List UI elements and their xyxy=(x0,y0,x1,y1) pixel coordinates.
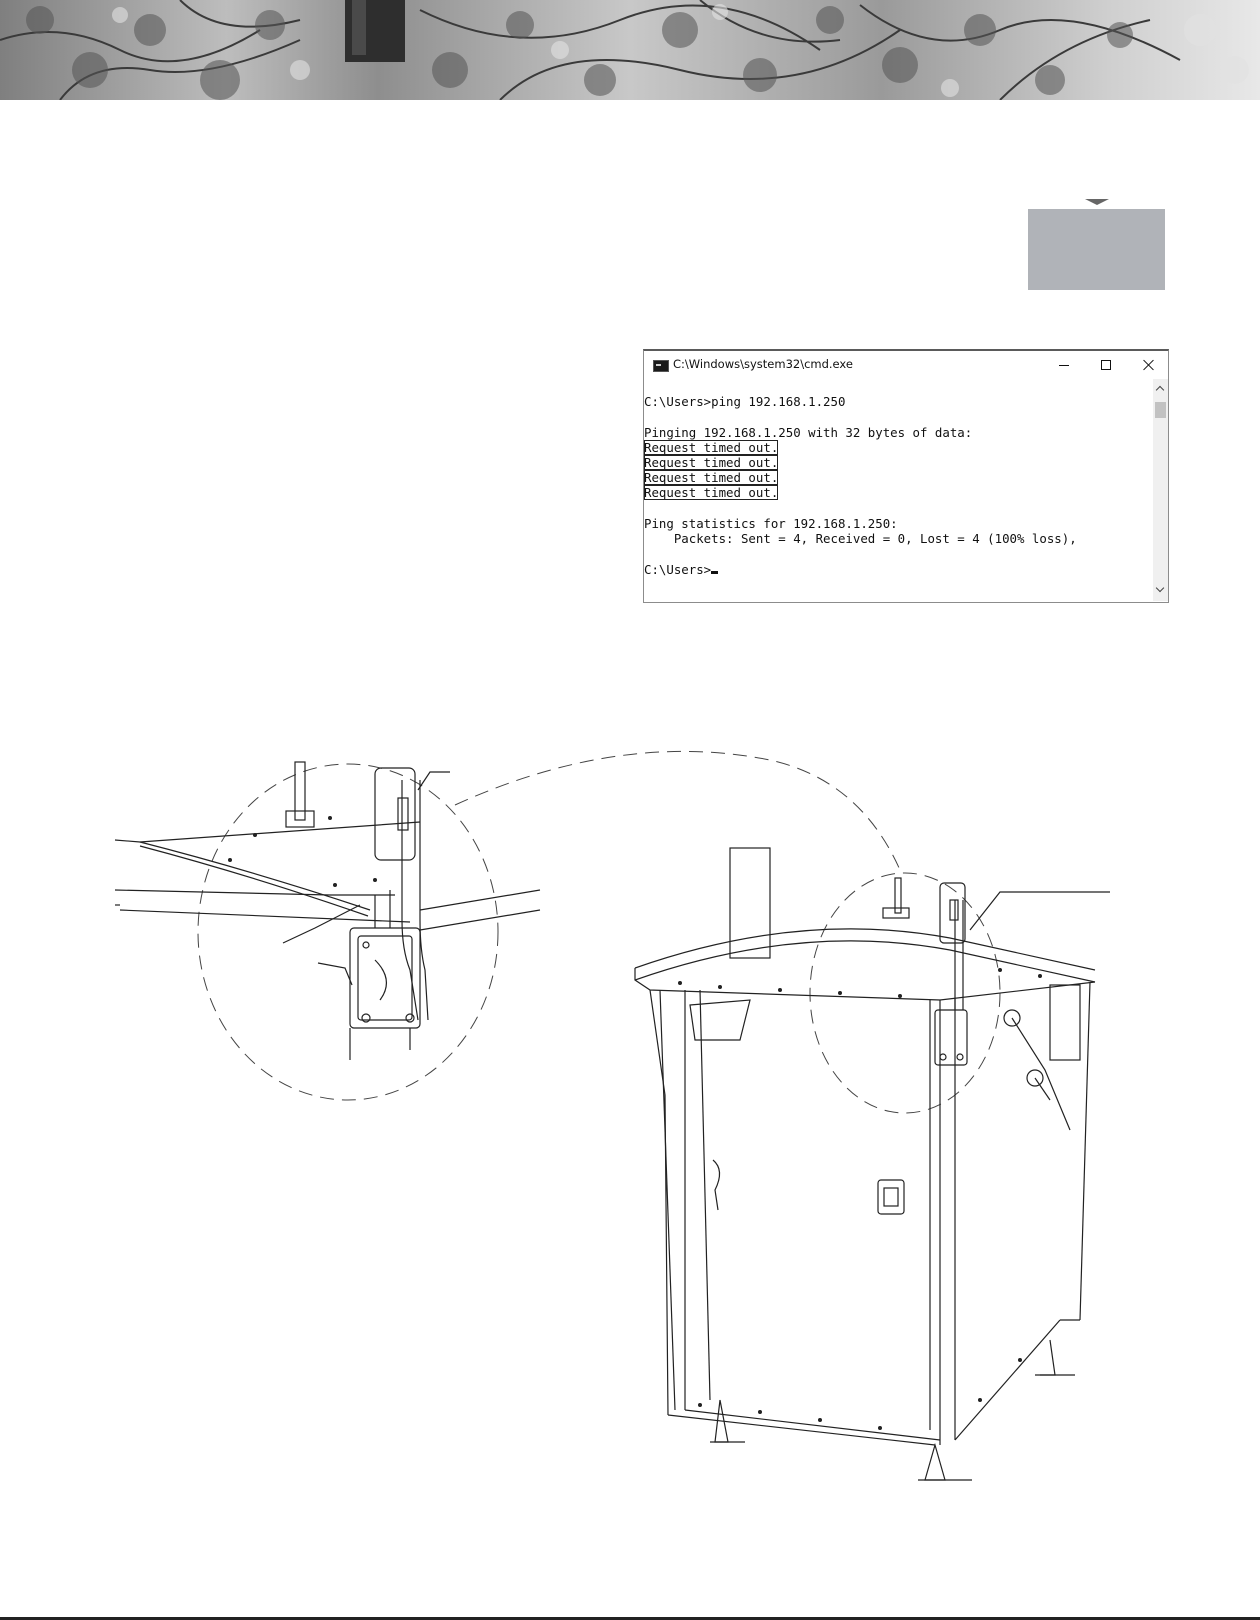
cmd-window-title: C:\Windows\system32\cmd.exe xyxy=(673,357,853,371)
cmd-line-timeout: Request timed out. xyxy=(644,455,779,470)
enclosure-leader-line xyxy=(970,892,1110,930)
maximize-button[interactable] xyxy=(1088,353,1124,377)
cmd-console-icon xyxy=(653,360,669,372)
scroll-down-arrow-icon[interactable] xyxy=(1156,586,1164,594)
cmd-prompt-text: C:\Users> xyxy=(644,562,712,577)
tree-branches-graphic xyxy=(0,0,1260,100)
scroll-up-arrow-icon[interactable] xyxy=(1156,384,1164,392)
cmd-line-prompt xyxy=(644,562,718,577)
scroll-thumb[interactable] xyxy=(1155,402,1166,418)
cmd-line-timeout: Request timed out. xyxy=(644,440,779,455)
detail-leader-lines xyxy=(283,772,450,985)
cmd-cursor xyxy=(711,571,718,574)
cmd-line-timeout: Request timed out. xyxy=(644,485,779,500)
cmd-titlebar xyxy=(644,351,1168,379)
cmd-line-timeout: Request timed out. xyxy=(644,470,779,485)
header-banner-photo xyxy=(0,0,1260,100)
sidebar-gray-box xyxy=(1028,209,1165,290)
cmd-line-pinging: Pinging 192.168.1.250 with 32 bytes of data: xyxy=(644,425,973,440)
detail-antenna-mount xyxy=(286,762,428,1060)
cmd-line-command: C:\Users>ping 192.168.1.250 xyxy=(644,394,846,409)
detail-roof-edge xyxy=(115,822,540,930)
close-icon xyxy=(1143,359,1155,371)
cmd-scrollbar[interactable] xyxy=(1153,379,1168,601)
detail-callout-circles xyxy=(198,751,1000,1113)
minimize-button[interactable] xyxy=(1046,353,1082,377)
minimize-icon xyxy=(1059,365,1069,366)
cmd-line-stats-header: Ping statistics for 192.168.1.250: xyxy=(644,516,898,531)
tab-marker-triangle xyxy=(1085,199,1109,205)
maximize-icon xyxy=(1101,360,1111,370)
cmd-line-stats-packets: Packets: Sent = 4, Received = 0, Lost = 4 (100% loss), xyxy=(644,531,1077,546)
cmd-output[interactable] xyxy=(644,379,1154,601)
close-button[interactable] xyxy=(1131,353,1167,377)
enclosure-body xyxy=(635,848,1095,1480)
enclosure-technical-drawing xyxy=(0,700,1260,1500)
cmd-window xyxy=(643,349,1169,603)
enclosure-rivets xyxy=(228,816,1042,1430)
